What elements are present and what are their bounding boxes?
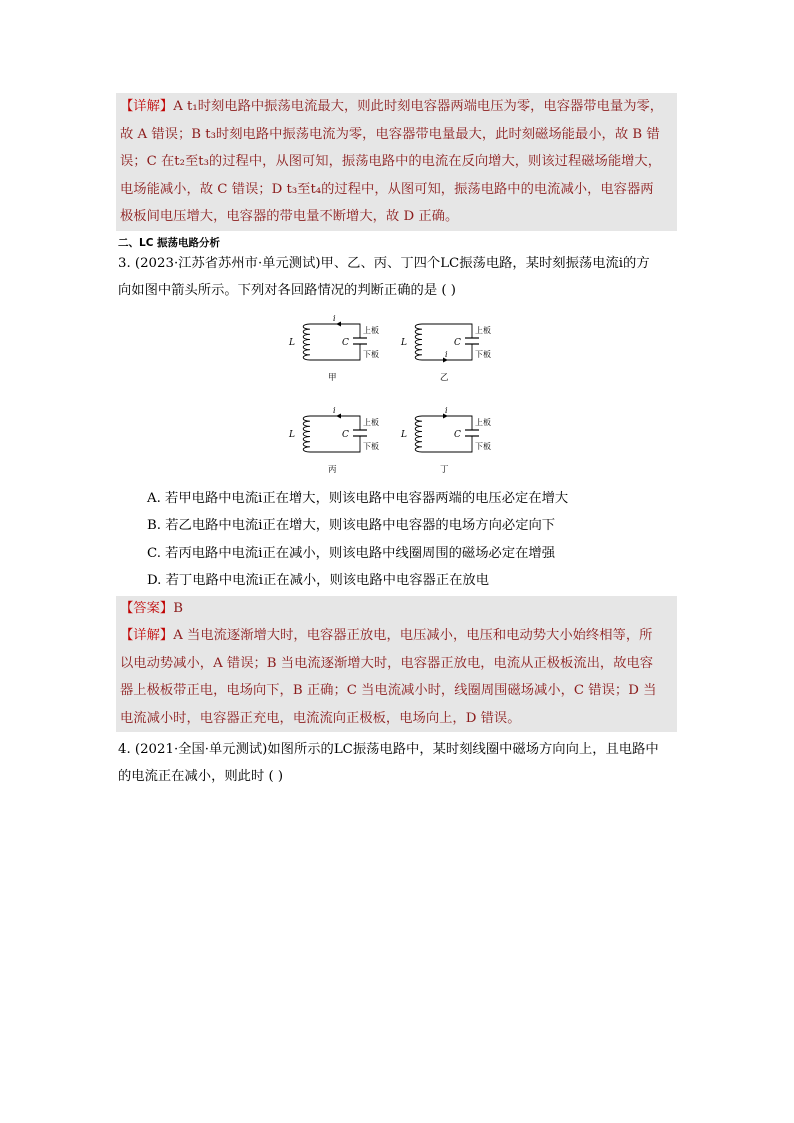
circuit-4-label-c: C xyxy=(454,430,461,440)
explanation-line: 【详解】A t₁时刻电路中振荡电流最大，则此时刻电容器两端电压为零，电容器带电量为零， xyxy=(120,99,664,114)
circuit-4-label-top-plate: 上板 xyxy=(475,418,491,427)
circuit-3-name: 丙 xyxy=(328,465,337,475)
section-heading: 二、LC 振荡电路分析 xyxy=(118,237,221,249)
option-d[interactable]: D. 若丁电路中电流i正在减小，则该电路中电容器正在放电 xyxy=(147,573,490,588)
circuit-2-inductor-coil xyxy=(415,324,422,360)
circuit-4-name: 丁 xyxy=(440,465,449,475)
explanation-block-1 xyxy=(116,93,677,231)
explanation-line: 【详解】A 当电流逐渐增大时，电容器正放电，电压减小，电压和电动势大小始终相等，所 xyxy=(120,628,653,643)
circuit-3-wire xyxy=(310,436,360,452)
circuit-1-label-l: L xyxy=(289,338,295,348)
circuit-4-label-l: L xyxy=(401,430,407,440)
circuit-1-label-c: C xyxy=(342,338,349,348)
explanation-line: 故 A 错误；B t₃时刻电路中振荡电流为零，电容器带电量最大，此时刻磁场能最小，故 B 错 xyxy=(120,126,660,142)
circuit-3-label-i: i xyxy=(333,406,336,415)
circuit-2-label-i: i xyxy=(445,350,448,359)
circuit-1-label-bottom-plate: 下板 xyxy=(363,350,379,359)
explanation-tag: 【详解】 xyxy=(120,99,174,114)
option-b[interactable]: B. 若乙电路中电流i正在增大，则该电路中电容器的电场方向必定向下 xyxy=(147,518,556,533)
explanation-tag: 【详解】 xyxy=(120,628,174,643)
circuit-3-inductor-coil xyxy=(303,416,310,452)
circuit-2-label-c: C xyxy=(454,338,461,348)
circuit-4-label-bottom-plate: 下板 xyxy=(475,442,491,451)
explanation-line: 极板间电压增大，电容器的带电量不断增大，故 D 正确。 xyxy=(120,209,459,224)
circuit-1-label-i: i xyxy=(333,314,336,323)
circuit-1-label-top-plate: 上板 xyxy=(363,326,379,335)
circuit-3-label-c: C xyxy=(342,430,349,440)
circuit-4-wire xyxy=(422,416,472,430)
circuit-2-label-l: L xyxy=(401,338,407,348)
answer-block xyxy=(116,596,677,622)
option-c[interactable]: C. 若丙电路中电流i正在减小，则该电路中线圈周围的磁场必定在增强 xyxy=(147,546,556,561)
circuit-1-inductor-coil xyxy=(303,324,310,360)
explanation-block-2 xyxy=(116,622,677,732)
explanation-line: 误；C 在t₂至t₃的过程中，从图可知，振荡电路中的电流在反向增大，则该过程磁场能增大， xyxy=(120,154,662,169)
circuit-1-current-arrow xyxy=(336,322,341,327)
circuit-1-name: 甲 xyxy=(328,373,337,383)
answer-value: B xyxy=(173,601,183,616)
circuit-1-wire xyxy=(310,344,360,360)
explanation-line: 电流减小时，电容器正充电，电流流向正极板，电场向上，D 错误。 xyxy=(120,710,521,726)
circuit-3-current-arrow xyxy=(336,414,341,419)
circuit-1-wire xyxy=(310,324,360,338)
circuit-2-label-top-plate: 上板 xyxy=(475,326,491,335)
circuit-4-wire xyxy=(422,436,472,452)
circuit-3-label-l: L xyxy=(289,430,295,440)
option-a[interactable]: A. 若甲电路中电流i正在增大，则该电路中电容器两端的电压必定在增大 xyxy=(147,491,569,506)
answer-tag: 【答案】 xyxy=(120,601,174,616)
explanation-line: 器上极板带正电，电场向下，B 正确；C 当电流减小时，线圈周围磁场减小，C 错误；D 当 xyxy=(120,683,657,698)
lc-circuits-figure xyxy=(280,310,520,475)
question-4-stem: 4. (2021·全国·单元测试)如图所示的LC振荡电路中，某时刻线圈中磁场方向向上，且电路中 的电流正在减小，则此时 ( ) xyxy=(118,742,659,784)
question-3-stem: 3. (2023·江苏省苏州市·单元测试)甲、乙、丙、丁四个LC振荡电路，某时刻振荡电流i的方 向如图中箭头所示。下列对各回路情况的判断正确的是 ( ) xyxy=(118,256,650,298)
circuit-2-name: 乙 xyxy=(440,373,449,383)
explanation-line: 电场能减小，故 C 错误；D t₃至t₄的过程中，从图可知，振荡电路中的电流减小，电容器两 xyxy=(120,181,654,197)
circuit-3-label-bottom-plate: 下板 xyxy=(363,442,379,451)
circuit-3-label-top-plate: 上板 xyxy=(363,418,379,427)
circuit-2-label-bottom-plate: 下板 xyxy=(475,350,491,359)
circuit-4-label-i: i xyxy=(445,406,448,415)
circuit-2-wire xyxy=(422,324,472,338)
circuit-4-inductor-coil xyxy=(415,416,422,452)
explanation-line: 以电动势减小，A 错误；B 当电流逐渐增大时，电容器正放电，电流从正极板流出，故电容 xyxy=(120,655,654,671)
circuit-3-wire xyxy=(310,416,360,430)
